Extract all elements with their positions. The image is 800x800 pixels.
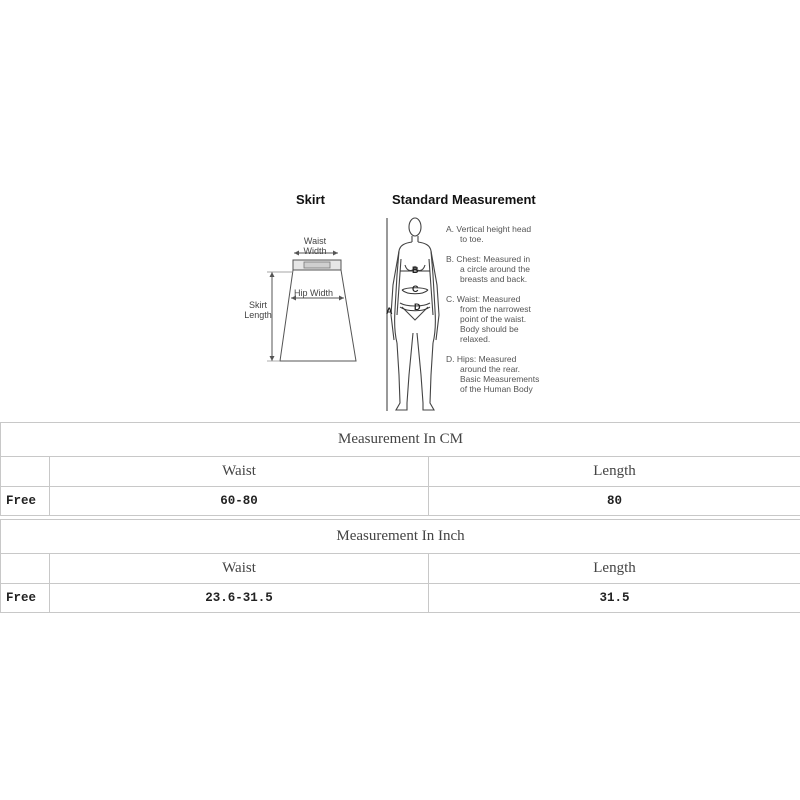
- note-c: C. Waist: Measured from the narrowest point of the waist. Body should be relaxed.: [446, 294, 531, 344]
- inch-corner-cell: [1, 554, 50, 584]
- note-a: A. Vertical height head to toe.: [446, 224, 532, 244]
- note-b: B. Chest: Measured in a circle around the breasts and back.: [446, 254, 531, 284]
- marker-b: B: [412, 265, 419, 275]
- marker-d: D: [414, 302, 421, 312]
- cm-header-waist: Waist: [50, 457, 429, 487]
- inch-table-title: Measurement In Inch: [1, 520, 800, 554]
- standard-measurement-title: Standard Measurement: [392, 192, 536, 207]
- inch-table: [0, 519, 800, 613]
- table-row: [1, 584, 800, 613]
- skirt-title: Skirt: [296, 192, 325, 207]
- inch-header-waist: Waist: [50, 554, 429, 584]
- marker-c: C: [412, 284, 419, 294]
- cm-waist-value: 60-80: [50, 487, 429, 516]
- cm-row-label: Free: [1, 487, 50, 516]
- skirt-length-label: Skirt Length: [244, 300, 272, 320]
- inch-row-label: Free: [1, 584, 50, 613]
- inch-waist-value: 23.6-31.5: [50, 584, 429, 613]
- table-row: [1, 487, 800, 516]
- body-figure: [385, 215, 445, 415]
- waist-width-label: Waist Width: [303, 236, 327, 256]
- inch-header-length: Length: [429, 554, 800, 584]
- cm-corner-cell: [1, 457, 50, 487]
- cm-table: [0, 422, 800, 516]
- hip-width-label: Hip Width: [294, 288, 334, 298]
- cm-table-title: Measurement In CM: [1, 423, 800, 457]
- marker-a: A: [386, 306, 393, 316]
- note-d: D. Hips: Measured around the rear. Basic Measurements of the Human Body: [446, 354, 540, 394]
- inch-length-value: 31.5: [429, 584, 800, 613]
- cm-header-length: Length: [429, 457, 800, 487]
- cm-length-value: 80: [429, 487, 800, 516]
